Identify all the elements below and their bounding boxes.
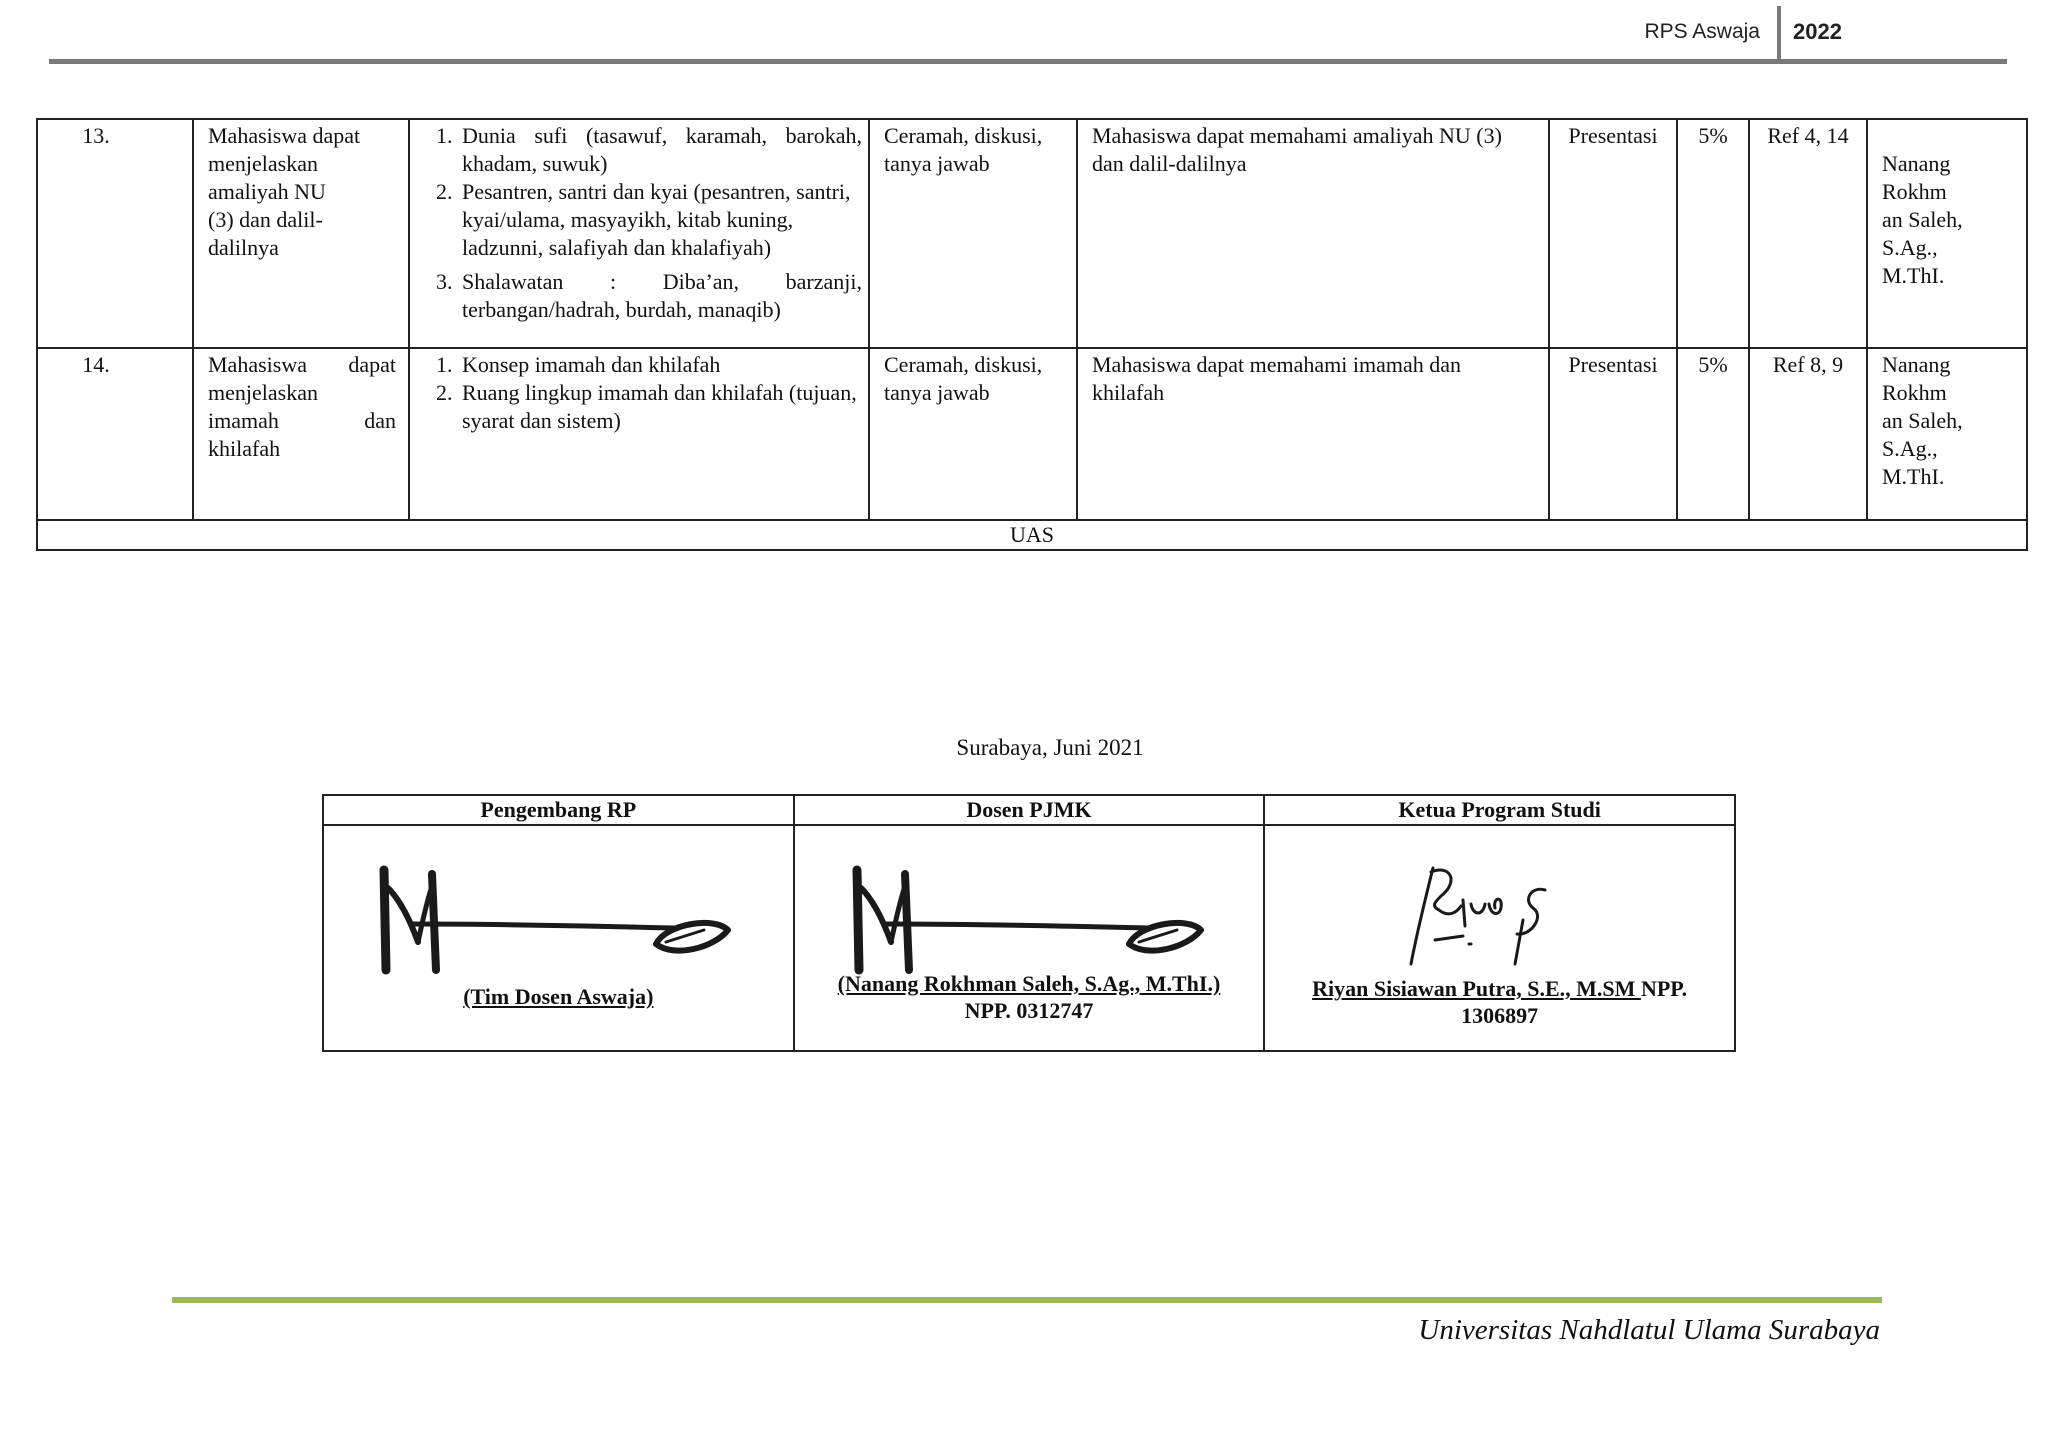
signature-image	[847, 862, 1207, 982]
dosen-cell	[1867, 119, 2027, 348]
bobot-cell: 5%	[1677, 119, 1749, 348]
kemampuan-cell	[193, 119, 409, 348]
kemampuan-cell	[193, 348, 409, 520]
signature-image	[374, 862, 734, 982]
dosen-line: an Saleh,	[1882, 207, 1963, 232]
referensi-cell: Ref 8, 9	[1749, 348, 1867, 520]
kemampuan-line: menjelaskan	[208, 151, 318, 176]
dosen-line: Nanang	[1882, 151, 1951, 176]
penilaian-cell: Presentasi	[1549, 119, 1677, 348]
signature-table	[322, 794, 1736, 1052]
header-year: 2022	[1793, 19, 1842, 44]
signature-image	[1405, 860, 1585, 970]
dosen-line: an Saleh,	[1882, 408, 1963, 433]
signature-cell-dosen	[794, 825, 1265, 1051]
metode-cell: Ceramah, diskusi, tanya jawab	[869, 348, 1077, 520]
dosen-line: S.Ag.,	[1882, 235, 1938, 260]
uas-label: UAS	[37, 520, 2027, 550]
materi-list	[416, 351, 862, 435]
signature-header: Dosen PJMK	[794, 795, 1265, 825]
dosen-line: Rokhm	[1882, 380, 1947, 405]
dosen-npp: NPP. 0312747	[964, 998, 1094, 1023]
rps-table	[36, 118, 2028, 551]
kemampuan-line: menjelaskan	[208, 380, 318, 405]
referensi-cell: Ref 4, 14	[1749, 119, 1867, 348]
list-item: 1. Konsep imamah dan khilafah	[458, 351, 862, 379]
kemampuan-line: imamah dan	[208, 408, 396, 433]
signature-cell-pengembang	[323, 825, 794, 1051]
kemampuan-line: dalilnya	[208, 235, 279, 260]
list-item: 2. Ruang lingkup imamah dan khilafah (tujuan, syarat dan sistem)	[458, 379, 862, 435]
pengalaman-cell: Mahasiswa dapat memahami imamah dan khilafah	[1077, 348, 1549, 520]
penilaian-cell: Presentasi	[1549, 348, 1677, 520]
materi-list	[416, 122, 862, 324]
dosen-line: M.ThI.	[1882, 263, 1945, 288]
place-date: Surabaya, Juni 2021	[956, 735, 1144, 760]
kaprodi-name: Riyan Sisiawan Putra, S.E., M.SM NPP.	[1312, 976, 1688, 1001]
bobot-cell: 5%	[1677, 348, 1749, 520]
metode-cell: Ceramah, diskusi, tanya jawab	[869, 119, 1077, 348]
signature-header: Pengembang RP	[323, 795, 794, 825]
dosen-line: Rokhm	[1882, 179, 1947, 204]
signature-header: Ketua Program Studi	[1264, 795, 1735, 825]
materi-cell	[409, 348, 869, 520]
row-number: 13.	[37, 119, 193, 348]
header-separator	[1777, 6, 1781, 64]
kemampuan-line: khilafah	[208, 436, 281, 461]
footer-institution: Universitas Nahdlatul Ulama Surabaya	[1418, 1314, 1880, 1346]
kaprodi-npp: 1306897	[1461, 1003, 1539, 1028]
header-rule	[49, 59, 2007, 64]
row-number: 14.	[37, 348, 193, 520]
dosen-line: Nanang	[1882, 352, 1951, 377]
kemampuan-line: Mahasiswa dapat	[208, 123, 361, 148]
kemampuan-line: (3) dan dalil-	[208, 207, 323, 232]
dosen-line: S.Ag.,	[1882, 436, 1938, 461]
pengembang-name: (Tim Dosen Aswaja)	[463, 984, 654, 1009]
kemampuan-line: Mahasiswa dapat	[208, 352, 396, 377]
table-row	[37, 119, 2027, 348]
uas-row	[37, 520, 2027, 550]
footer-rule	[172, 1297, 1882, 1303]
materi-cell	[409, 119, 869, 348]
kemampuan-line: amaliyah NU	[208, 179, 326, 204]
pengalaman-cell: Mahasiswa dapat memahami amaliyah NU (3) dan dalil-dalilnya	[1077, 119, 1549, 348]
header-title: RPS Aswaja	[1644, 20, 1760, 43]
list-item: 3. Shalawatan : Diba’an, barzanji, terbangan/hadrah, burdah, manaqib)	[458, 268, 862, 324]
table-row	[37, 348, 2027, 520]
dosen-line: M.ThI.	[1882, 464, 1945, 489]
dosen-name: (Nanang Rokhman Saleh, S.Ag., M.ThI.)	[837, 971, 1221, 996]
dosen-cell	[1867, 348, 2027, 520]
list-item: 1. Dunia sufi (tasawuf, karamah, barokah, khadam, suwuk)	[458, 122, 862, 178]
list-item: 2. Pesantren, santri dan kyai (pesantren, santri, kyai/ulama, masyayikh, kitab kuning, ladzunni, salafiyah dan khalafiyah)	[458, 178, 862, 262]
signature-cell-kaprodi	[1264, 825, 1735, 1051]
